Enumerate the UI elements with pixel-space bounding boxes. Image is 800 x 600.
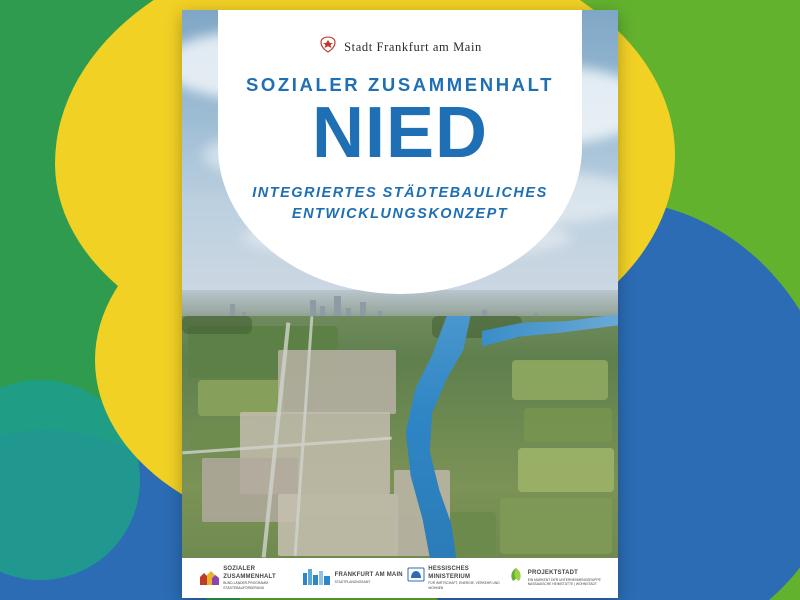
houses-icon [198, 566, 220, 591]
frankfurt-coat-of-arms-icon [318, 36, 338, 58]
city-crest-label: Stadt Frankfurt am Main [344, 39, 482, 54]
photo-urban-area [278, 350, 396, 414]
projektstadt-logo [507, 566, 602, 591]
cover-subtitle [218, 183, 582, 225]
cover-subtitle-line-2: ENTWICKLUNGSKONZEPT [291, 205, 509, 222]
cover-title-panel [218, 10, 582, 294]
photo-field [500, 498, 612, 554]
photo-field [518, 448, 614, 492]
logo-caption: FRANKFURT AM MAIN STADTPLANUNGSAMT [334, 572, 403, 584]
cover-logo-strip [182, 558, 618, 598]
photo-field [524, 408, 612, 442]
cover-title: NIED [311, 93, 489, 173]
stadt-frankfurt-logo [302, 566, 403, 591]
logo-caption: PROJEKTSTADT EIN MARKENT DER UNTERNEHMENSGRUPPE NASSAUISCHE HEIMSTÄTTE | WOHNSTADT [527, 570, 601, 586]
city-crest [218, 36, 582, 58]
document-cover-page [182, 10, 618, 598]
photo-landscape [182, 316, 618, 558]
cover-subtitle-line-1: INTEGRIERTES STÄDTEBAULICHES [252, 184, 548, 201]
photo-field [198, 380, 284, 416]
leaf-icon [507, 566, 525, 591]
bund-laender-logo [198, 566, 297, 591]
city-skyline-icon [302, 566, 332, 591]
logo-caption: HESSISCHES MINISTERIUM FÜR WIRTSCHAFT, ENERGIE, VERKEHR UND WOHNEN [428, 566, 500, 590]
hessen-ministerium-logo [407, 566, 502, 591]
cover-kicker: SOZIALER ZUSAMMENHALT [245, 74, 555, 95]
hessen-lion-icon [407, 566, 425, 591]
photo-field [512, 360, 608, 400]
photo-treeline [182, 316, 252, 334]
logo-caption: SOZIALER ZUSAMMENHALT BUND-LÄNDER-PROGRAMM STÄDTEBAUFÖRDERUNG [223, 566, 276, 590]
